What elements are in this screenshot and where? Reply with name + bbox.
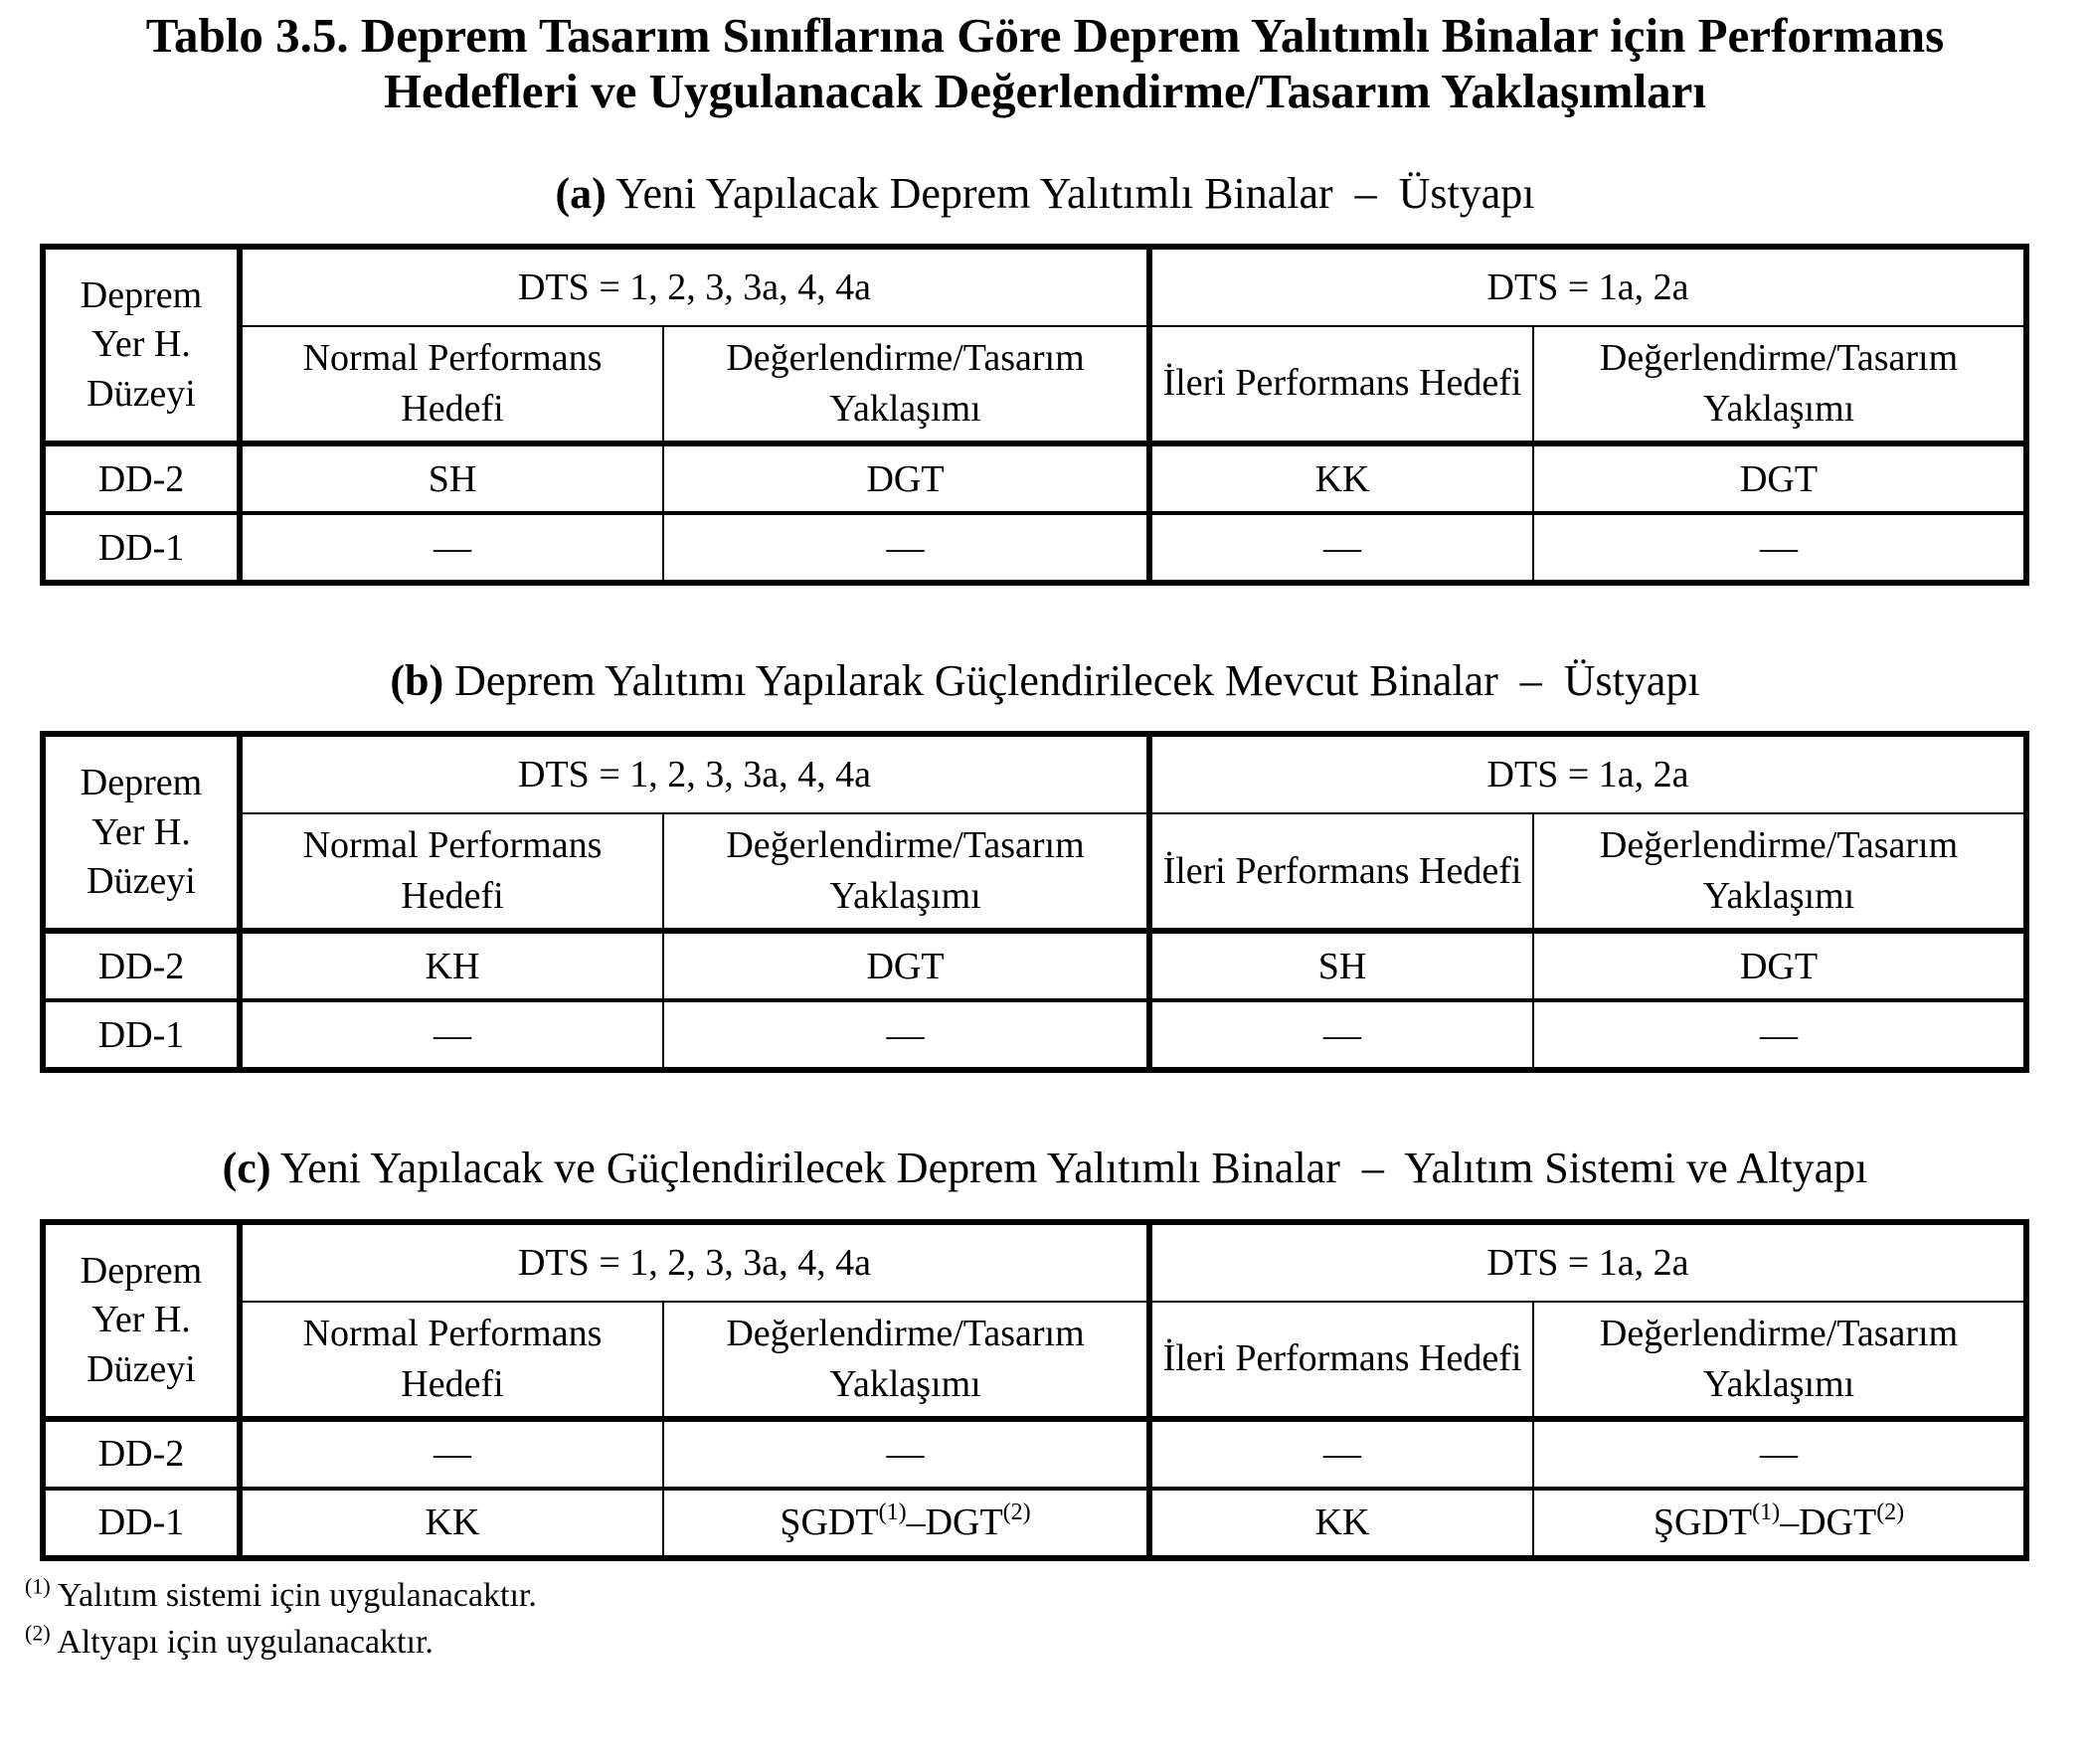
header-dts-group-2: DTS = 1a, 2a: [1149, 247, 2026, 326]
cell-superscript: (1): [1752, 1499, 1781, 1525]
header-dts-group-2: DTS = 1a, 2a: [1149, 1222, 2026, 1302]
table-row-dd-2: [43, 443, 2026, 513]
table-a-caption-label: (a): [555, 168, 607, 218]
data-cell: DGT: [663, 931, 1149, 1000]
footnote-2: [25, 1620, 2090, 1667]
header-subcolumn-1: Normal Performans Hedefi: [240, 813, 663, 931]
header-subcolumn-1: Normal Performans Hedefi: [240, 326, 663, 443]
header-subcolumn-4: Değerlendirme/Tasarım Yaklaşımı: [1533, 326, 2026, 443]
header-dts-group-1: DTS = 1, 2, 3, 3a, 4, 4a: [240, 734, 1149, 813]
data-cell: —: [434, 526, 471, 569]
header-subcolumn-2: Değerlendirme/Tasarım Yaklaşımı: [663, 813, 1149, 931]
table-a-caption: [0, 170, 2090, 218]
header-dts-group-1: DTS = 1, 2, 3, 3a, 4, 4a: [240, 247, 1149, 326]
table-c-caption-label: (c): [222, 1144, 271, 1193]
footnote-2-text: Altyapı için uygulanacaktır.: [57, 1623, 434, 1661]
row-label: DD-2: [43, 1419, 240, 1489]
header-subcolumn-4: Değerlendirme/Tasarım Yaklaşımı: [1533, 1302, 2026, 1419]
cell-superscript: (1): [878, 1499, 907, 1525]
data-cell: —: [1533, 1419, 2026, 1489]
footnote-1: [25, 1573, 2090, 1620]
row-label: DD-2: [43, 443, 240, 513]
data-cell: —: [434, 1013, 471, 1056]
table-a-caption-text: Yeni Yapılacak Deprem Yalıtımlı Binalar – Üstyapı: [615, 168, 1535, 218]
header-subcolumn-2: Değerlendirme/Tasarım Yaklaşımı: [663, 326, 1149, 443]
header-subcolumn-1: Normal Performans Hedefi: [240, 1302, 663, 1419]
data-cell: —: [1533, 1000, 2026, 1070]
cell-superscript: (2): [1876, 1499, 1905, 1525]
header-ground-motion-level: Deprem Yer H. Düzeyi: [43, 734, 240, 931]
header-ground-motion-level: Deprem Yer H. Düzeyi: [43, 247, 240, 443]
data-cell: —: [1149, 1419, 1533, 1489]
data-cell: KK: [1149, 443, 1533, 513]
table-b-caption-label: (b): [390, 656, 444, 706]
header-subcolumn-3: İleri Performans Hedefi: [1149, 1302, 1533, 1419]
data-cell: —: [1149, 513, 1533, 583]
data-cell: KK: [1149, 1489, 1533, 1558]
data-cell: —: [1533, 513, 2026, 583]
row-label: DD-1: [43, 513, 240, 583]
header-subcolumn-3: İleri Performans Hedefi: [1149, 813, 1533, 931]
data-cell: DGT: [663, 443, 1149, 513]
header-subcolumn-4: Değerlendirme/Tasarım Yaklaşımı: [1533, 813, 2026, 931]
row-label: DD-2: [43, 931, 240, 1000]
table-a: [40, 244, 2029, 586]
header-dts-group-1: DTS = 1, 2, 3, 3a, 4, 4a: [240, 1222, 1149, 1302]
table-row-dd-1: [43, 1000, 2026, 1070]
data-cell: ŞGDT$^{(1)}$–DGT$^{(2)}$: [663, 1489, 1149, 1558]
footnotes: [25, 1573, 2090, 1667]
page-title-line-1: Tablo 3.5. Deprem Tasarım Sınıflarına Göre Deprem Yalıtımlı Binalar için Performans: [145, 8, 1945, 63]
footnote-1-text: Yalıtım sistemi için uygulanacaktır.: [57, 1576, 537, 1614]
table-row-dd-2: [43, 1419, 2026, 1489]
table-row-dd-1: [43, 513, 2026, 583]
table-row-dd-2: [43, 931, 2026, 1000]
table-row-dd-1: [43, 1489, 2026, 1558]
cell-superscript: (2): [1002, 1499, 1031, 1525]
table-c-caption: [0, 1145, 2090, 1192]
table-c-caption-text: Yeni Yapılacak ve Güçlendirilecek Deprem Yalıtımlı Binalar – Yalıtım Sistemi ve Altyapı: [279, 1144, 1868, 1193]
table-b-caption-text: Deprem Yalıtımı Yapılarak Güçlendirilecek Mevcut Binalar – Üstyapı: [454, 656, 1700, 706]
data-cell: SH: [1149, 931, 1533, 1000]
data-cell: DGT: [1533, 443, 2026, 513]
data-cell: ŞGDT$^{(1)}$–DGT$^{(2)}$: [1533, 1489, 2026, 1558]
data-cell: —: [1149, 1000, 1533, 1070]
data-cell: —: [240, 1419, 663, 1489]
page-title-line-2: Hedefleri ve Uygulanacak Değerlendirme/Tasarım Yaklaşımları: [383, 64, 1707, 119]
table-b-caption: [0, 657, 2090, 705]
header-subcolumn-3: İleri Performans Hedefi: [1149, 326, 1533, 443]
header-ground-motion-level: Deprem Yer H. Düzeyi: [43, 1222, 240, 1419]
page-title: [0, 0, 2090, 120]
header-subcolumn-2: Değerlendirme/Tasarım Yaklaşımı: [663, 1302, 1149, 1419]
table-b: [40, 731, 2029, 1073]
data-cell: —: [663, 513, 1149, 583]
table-c: [40, 1219, 2029, 1561]
footnote-2-marker: (2): [25, 1620, 51, 1646]
header-dts-group-2: DTS = 1a, 2a: [1149, 734, 2026, 813]
data-cell: KK: [425, 1501, 480, 1544]
data-cell: —: [663, 1419, 1149, 1489]
data-cell: SH: [240, 443, 663, 513]
data-cell: —: [663, 1000, 1149, 1070]
row-label: DD-1: [43, 1489, 240, 1558]
data-cell: KH: [240, 931, 663, 1000]
row-label: DD-1: [43, 1000, 240, 1070]
data-cell: DGT: [1533, 931, 2026, 1000]
footnote-1-marker: (1): [25, 1573, 51, 1599]
